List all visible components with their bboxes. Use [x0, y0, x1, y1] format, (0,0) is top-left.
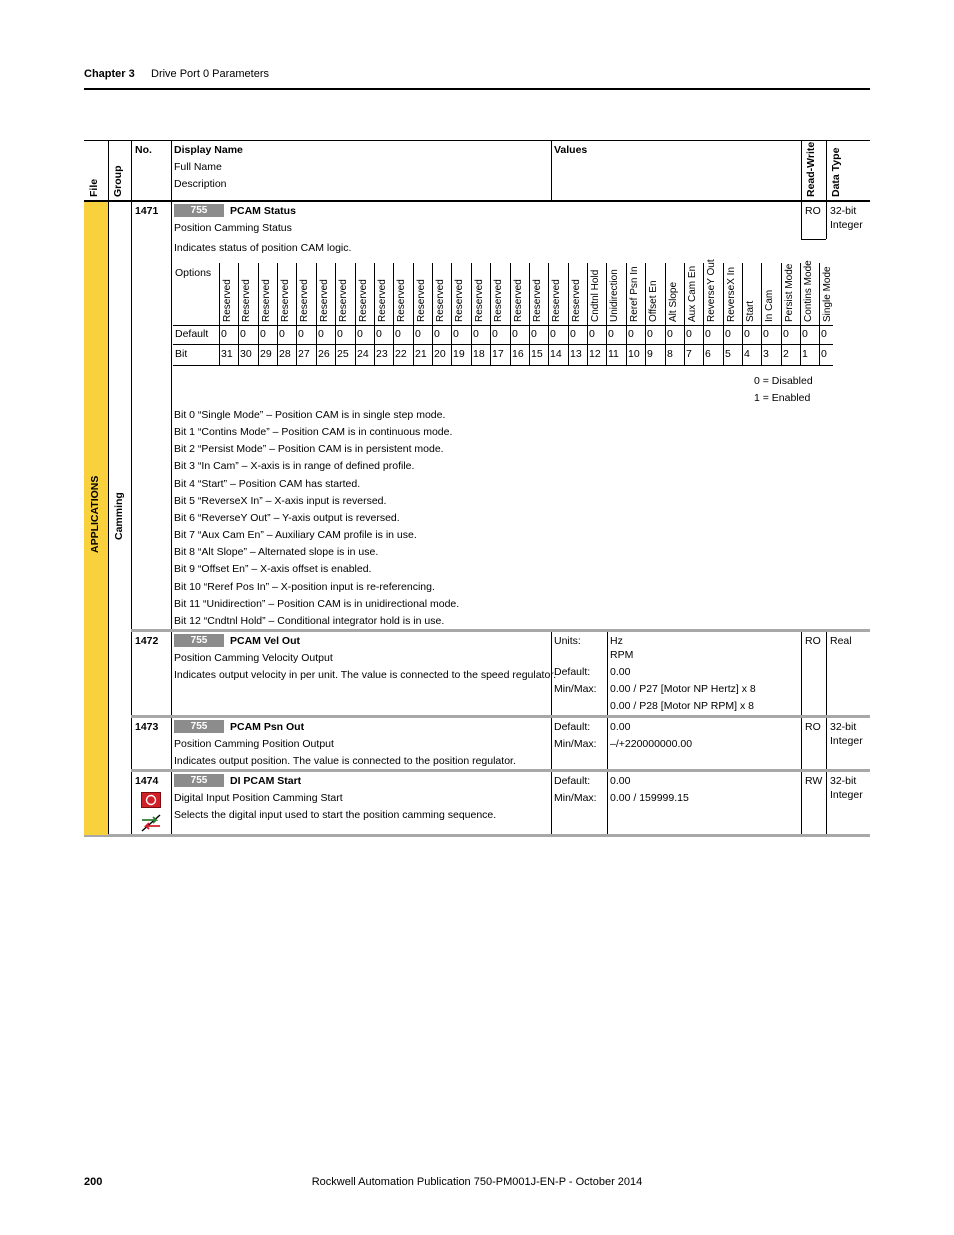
bit-option-label: Unidirection: [609, 269, 620, 322]
bit-number: 28: [279, 348, 291, 360]
bit-default-value: 0: [744, 328, 750, 340]
rw-divider-1472: [801, 632, 802, 715]
bit-option-label: Single Mode: [822, 266, 833, 322]
bit-description-line: Bit 5 “ReverseX In” – X-axis input is reversed.: [174, 494, 387, 507]
bit-description-line: Bit 8 “Alt Slope” – Alternated slope is in use.: [174, 546, 379, 559]
bit-number: 20: [434, 348, 446, 360]
bit-number: 29: [260, 348, 272, 360]
bit-column-divider: [355, 263, 356, 365]
type-divider-1473: [826, 718, 827, 769]
bit-column-divider: [723, 263, 724, 365]
bit-option-label: Reserved: [474, 279, 485, 322]
header-group: Group: [112, 165, 124, 197]
header-rule: [84, 88, 870, 90]
bit-number: 30: [240, 348, 252, 360]
bit-option-label: ReverseY Out: [706, 259, 717, 322]
param-description: Indicates output position. The value is connected to the position regulator.: [174, 755, 516, 767]
bit-default-value: 0: [821, 328, 827, 340]
bit-default-value: 0: [512, 328, 518, 340]
param-data-type-line2: Integer: [830, 219, 863, 231]
bit-number: 14: [550, 348, 562, 360]
minmax-value: 0.00 / 159999.15: [610, 792, 689, 804]
bit-default-value: 0: [434, 328, 440, 340]
param-badge: 755: [174, 774, 224, 787]
param-number: 1471: [135, 205, 159, 217]
bit-description-line: Bit 7 “Aux Cam En” – Auxiliary CAM profile is in use.: [174, 529, 417, 542]
bit-column-divider: [296, 263, 297, 365]
row-separator-1473: [131, 769, 870, 772]
bit-column-divider: [800, 263, 801, 365]
bit-column-divider: [374, 263, 375, 365]
param-data-type-line2: Integer: [830, 789, 863, 801]
bit-option-label: Aux Cam En: [687, 265, 698, 322]
file-label: APPLICATIONS: [89, 475, 101, 553]
bit-option-label: Reserved: [280, 279, 291, 322]
bit-number: 13: [570, 348, 582, 360]
publication-info: Rockwell Automation Publication 750-PM001J-EN-P - October 2014: [311, 1176, 643, 1188]
bit-option-label: Reserved: [338, 279, 349, 322]
param-data-type: Real: [830, 635, 852, 647]
values-sub-divider-1473: [607, 718, 608, 769]
bit-option-label: Reserved: [454, 279, 465, 322]
default-value: 0.00: [610, 775, 631, 787]
param-full-name: Position Camming Status: [174, 222, 292, 234]
bit-option-label: Persist Mode: [784, 263, 795, 322]
bit-column-divider: [335, 263, 336, 365]
bit-option-label: Reserved: [241, 279, 252, 322]
bit-default-value: 0: [240, 328, 246, 340]
bit-number: 11: [608, 348, 619, 360]
bit-column-divider: [219, 263, 220, 365]
bit-description-line: Bit 10 “Reref Pos In” – X-position input is re-referencing.: [174, 580, 435, 593]
minmax-value: –/+220000000.00: [610, 738, 693, 750]
bit-option-label: Reserved: [551, 279, 562, 322]
link-icon: [140, 814, 162, 835]
bit-column-divider: [277, 263, 278, 365]
bit-column-divider: [703, 263, 704, 365]
param-number: 1474: [135, 775, 159, 787]
param-badge: 755: [174, 720, 224, 733]
bit-column-divider: [316, 263, 317, 365]
rw-divider-1471: [801, 202, 802, 239]
bit-number: 5: [725, 348, 731, 360]
header-bottom-border: [84, 200, 870, 202]
values-sub-divider-1474: [607, 772, 608, 834]
rw-divider-1474: [801, 772, 802, 834]
bit-column-divider: [781, 263, 782, 365]
col-divider-values-header: [551, 140, 552, 202]
default-label: Default: [175, 328, 209, 340]
bit-column-divider: [819, 263, 820, 365]
col-divider-type-header: [826, 140, 827, 202]
bit-default-value: 0: [415, 328, 421, 340]
bit-option-label: Offset En: [648, 280, 659, 322]
minmax-label: Min/Max:: [554, 792, 597, 804]
bit-default-value: 0: [279, 328, 285, 340]
table-top-border: [84, 140, 870, 141]
param-data-type-line1: 32-bit: [830, 721, 857, 733]
default-value: 0.00: [610, 721, 631, 733]
bit-number: 31: [221, 348, 233, 360]
section-title: Drive Port 0 Parameters: [151, 68, 269, 80]
bit-grid-line-1: [173, 325, 833, 326]
bit-grid-line-2: [173, 344, 833, 345]
page-number: 200: [84, 1176, 103, 1188]
bit-option-label: In Cam: [764, 289, 775, 322]
row-separator-1472: [131, 715, 870, 718]
bit-column-divider: [548, 263, 549, 365]
bit-description-line: Bit 2 “Persist Mode” – Position CAM is in persistent mode.: [174, 443, 444, 456]
rw-divider-1473: [801, 718, 802, 769]
values-divider-1474: [551, 772, 552, 834]
values-sub-divider-1472: [607, 632, 608, 715]
values-divider-1473: [551, 718, 552, 769]
bit-number: 2: [783, 348, 789, 360]
bit-option-label: Start: [745, 300, 756, 322]
param-display-name: PCAM Psn Out: [230, 721, 305, 733]
bit-option-label: Reserved: [416, 279, 427, 322]
header-read-write: Read-Write: [805, 141, 817, 197]
param-display-name: DI PCAM Start: [230, 775, 302, 787]
bit-default-value: 0: [763, 328, 769, 340]
bit-default-value: 0: [725, 328, 731, 340]
bit-default-value: 0: [453, 328, 459, 340]
param-badge: 755: [174, 204, 224, 217]
col-divider-file: [108, 140, 109, 835]
bit-default-value: 0: [473, 328, 479, 340]
col-divider-rw-header: [801, 140, 802, 202]
param-data-type-line1: 32-bit: [830, 205, 857, 217]
bit-option-label: Reserved: [396, 279, 407, 322]
bit-default-value: 0: [531, 328, 537, 340]
bit-option-label: Reserved: [513, 279, 524, 322]
bit-option-label: Reserved: [532, 279, 543, 322]
row-separator-1471: [131, 629, 870, 632]
bit-description-line: Bit 6 “ReverseY Out” – Y-axis output is reversed.: [174, 511, 400, 524]
bit-number: 17: [492, 348, 504, 360]
param-full-name: Position Camming Position Output: [174, 738, 334, 750]
stop-icon: [141, 792, 161, 811]
col-divider-no: [171, 140, 172, 835]
header-values: Values: [554, 144, 588, 156]
bit-label: Bit: [175, 348, 188, 360]
bit-option-label: Reserved: [319, 279, 330, 322]
bit-description-line: Bit 1 “Contins Mode” – Position CAM is in continuous mode.: [174, 426, 453, 439]
chapter-label: Chapter 3: [84, 68, 135, 80]
bit-column-divider: [238, 263, 239, 365]
bit-column-divider: [761, 263, 762, 365]
type-divider-1471: [826, 202, 827, 239]
bit-default-value: 0: [260, 328, 266, 340]
bit-default-value: 0: [608, 328, 614, 340]
bit-default-value: 0: [705, 328, 711, 340]
default-label: Default:: [554, 775, 591, 787]
bit-column-divider: [684, 263, 685, 365]
bit-number: 27: [298, 348, 310, 360]
bit-number: 23: [376, 348, 388, 360]
bit-description-line: Bit 11 “Unidirection” – Position CAM is in unidirectional mode.: [174, 597, 460, 610]
bit-option-label: Reserved: [435, 279, 446, 322]
bit-option-label: Alt Slope: [668, 281, 679, 322]
legend-enabled: 1 = Enabled: [754, 392, 811, 404]
bit-description-line: Bit 9 “Offset En” – X-axis offset is enabled.: [174, 563, 372, 576]
bit-number: 24: [357, 348, 369, 360]
bit-option-label: Reserved: [571, 279, 582, 322]
header-display-name: Display Name: [174, 144, 243, 156]
param-description: Selects the digital input used to start the position camming sequence.: [174, 809, 497, 821]
bit-number: 4: [744, 348, 750, 360]
bit-number: 12: [589, 348, 601, 360]
param-data-type-line1: 32-bit: [830, 775, 857, 787]
bit-column-divider: [451, 263, 452, 365]
bit-option-label: Contins Mode: [803, 260, 814, 322]
param-display-name: PCAM Vel Out: [230, 635, 301, 647]
param-read-write: RW: [805, 775, 823, 787]
bit-grid-line-3: [173, 365, 833, 366]
bit-description-line: Bit 3 “In Cam” – X-axis is in range of defined profile.: [174, 460, 415, 473]
bit-column-divider: [413, 263, 414, 365]
bit-default-value: 0: [570, 328, 576, 340]
bit-column-divider: [568, 263, 569, 365]
default-label: Default:: [554, 721, 591, 733]
table-bottom-border: [84, 834, 870, 837]
bit-option-label: Reserved: [358, 279, 369, 322]
bit-number: 26: [318, 348, 330, 360]
bit-number: 0: [821, 348, 827, 360]
header-file: File: [88, 178, 100, 197]
bit-default-value: 0: [802, 328, 808, 340]
bit-option-label: Reserved: [377, 279, 388, 322]
bit-column-divider: [393, 263, 394, 365]
bit-default-value: 0: [337, 328, 343, 340]
param-read-write: RO: [805, 205, 821, 217]
bit-column-divider: [529, 263, 530, 365]
header-full-name: Full Name: [174, 161, 222, 173]
default-value: 0.00: [610, 666, 631, 678]
bit-number: 10: [628, 348, 640, 360]
bit-column-divider: [432, 263, 433, 365]
bit-number: 18: [473, 348, 485, 360]
param-data-type-line2: Integer: [830, 735, 863, 747]
bit-default-value: 0: [298, 328, 304, 340]
bit-default-value: 0: [783, 328, 789, 340]
bit-default-value: 0: [647, 328, 653, 340]
bit-default-value: 0: [395, 328, 401, 340]
header-no: No.: [135, 144, 152, 156]
bit-option-label: Reserved: [261, 279, 272, 322]
bit-option-label: Reserved: [222, 279, 233, 322]
bit-option-label: Reserved: [299, 279, 310, 322]
bit-number: 25: [337, 348, 349, 360]
param-read-write: RO: [805, 721, 821, 733]
default-label: Default:: [554, 666, 591, 678]
bit-number: 1: [802, 348, 808, 360]
bit-column-divider: [645, 263, 646, 365]
options-label: Options: [175, 267, 212, 279]
type-divider-1472: [826, 632, 827, 715]
param-number: 1473: [135, 721, 159, 733]
bit-number: 3: [763, 348, 769, 360]
bit-default-value: 0: [376, 328, 382, 340]
minmax-label: Min/Max:: [554, 738, 597, 750]
param-read-write: RO: [805, 635, 821, 647]
param-full-name: Digital Input Position Camming Start: [174, 792, 343, 804]
bit-number: 15: [531, 348, 543, 360]
param-description: Indicates status of position CAM logic.: [174, 242, 352, 254]
bit-default-value: 0: [628, 328, 634, 340]
bit-number: 9: [647, 348, 653, 360]
bit-default-value: 0: [357, 328, 363, 340]
param-badge: 755: [174, 634, 224, 647]
bit-number: 22: [395, 348, 407, 360]
header-description: Description: [174, 178, 227, 190]
bit-column-divider: [587, 263, 588, 365]
type-divider-1474: [826, 772, 827, 834]
minmax-value-1: 0.00 / P27 [Motor NP Hertz] x 8: [610, 683, 756, 695]
units-value-1: Hz: [610, 635, 623, 647]
bit-default-value: 0: [550, 328, 556, 340]
bit-default-value: 0: [667, 328, 673, 340]
bit-column-divider: [626, 263, 627, 365]
bit-column-divider: [606, 263, 607, 365]
bit-option-label: ReverseX In: [726, 266, 737, 322]
bit-default-value: 0: [492, 328, 498, 340]
minmax-value-2: 0.00 / P28 [Motor NP RPM] x 8: [610, 700, 754, 712]
bit-column-divider: [665, 263, 666, 365]
legend-disabled: 0 = Disabled: [754, 375, 813, 387]
bit-option-label: Cndtnl Hold: [590, 269, 601, 322]
bit-default-value: 0: [589, 328, 595, 340]
bit-number: 6: [705, 348, 711, 360]
bit-default-value: 0: [686, 328, 692, 340]
bit-number: 16: [512, 348, 524, 360]
bit-default-value: 0: [221, 328, 227, 340]
header-data-type: Data Type: [830, 147, 842, 197]
bit-number: 8: [667, 348, 673, 360]
bit-description-line: Bit 0 “Single Mode” – Position CAM is in single step mode.: [174, 409, 446, 421]
bit-column-divider: [510, 263, 511, 365]
bit-description-line: Bit 12 “Cndtnl Hold” – Conditional integrator hold is in use.: [174, 614, 445, 627]
param-full-name: Position Camming Velocity Output: [174, 652, 333, 664]
minmax-label: Min/Max:: [554, 683, 597, 695]
bit-number: 19: [453, 348, 465, 360]
bit-option-label: Reref Psn In: [629, 266, 640, 322]
col-divider-group: [131, 140, 132, 835]
bit-column-divider: [742, 263, 743, 365]
bit-number: 21: [415, 348, 427, 360]
param-number: 1472: [135, 635, 159, 647]
units-value-2: RPM: [610, 649, 634, 661]
rw-bottom-1471: [801, 239, 826, 240]
bit-column-divider: [490, 263, 491, 365]
units-label: Units:: [554, 635, 581, 647]
bit-option-label: Reserved: [493, 279, 504, 322]
bit-default-value: 0: [318, 328, 324, 340]
bit-description-line: Bit 4 “Start” – Position CAM has started.: [174, 477, 361, 490]
bit-column-divider: [258, 263, 259, 365]
param-display-name: PCAM Status: [230, 205, 296, 217]
param-description: Indicates output velocity in per unit. The value is connected to the speed regulator.: [174, 669, 557, 681]
bit-column-divider: [471, 263, 472, 365]
group-label: Camming: [113, 492, 125, 540]
bit-number: 7: [686, 348, 692, 360]
